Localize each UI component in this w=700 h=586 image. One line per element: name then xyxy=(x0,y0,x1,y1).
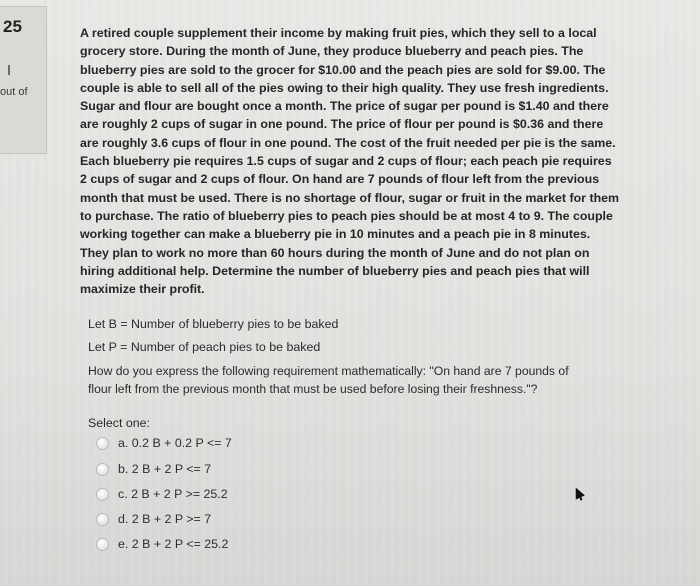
question-number: 25 xyxy=(3,17,22,36)
answer-option-label: e. 2 B + 2 P <= 25.2 xyxy=(118,537,229,551)
question-prompt: How do you express the following requirement mathematically: "On hand are 7 pounds of flour left from the previous month that must be used before losing their freshness."? xyxy=(88,364,569,396)
answer-option-a[interactable] xyxy=(96,436,232,450)
answer-option-label: d. 2 B + 2 P >= 7 xyxy=(118,512,212,526)
definition-blueberry: Let B = Number of blueberry pies to be baked xyxy=(88,317,339,331)
radio-button-icon[interactable] xyxy=(96,538,109,551)
answer-option-d[interactable] xyxy=(96,512,211,526)
question-text: A retired couple supplement their income by making fruit pies, which they sell to a local grocery store. During the month of June, they produce blueberry and peach pies. The blueberry pies are sold to the grocer for $10.00 and the peach pies are sold for $9.00. The couple is able to sell all of the pies owing to their high quality. They use fresh ingredients. Sugar and flour are bought once a month. The price of sugar per pound is $1.40 and there are roughly 2 cups of sugar in one pound. The price of flour per pound is $0.36 and there are roughly 3.6 cups of flour in one pound. The cost of the fruit needed per pie is the same. Each blueberry pie requires 1.5 cups of sugar and 2 cups of flour; each peach pie requires 2 cups of sugar and 2 cups of flour. On hand are 7 pounds of flour left from the previous month that must be used. There is no shortage of flour, sugar or fruit in the market for them to purchase. The ratio of blueberry pies to peach pies should be at most 4 to 9. The couple working together can make a blueberry pie in 10 minutes and a peach pie in 8 minutes. They plan to work no more than 60 hours during the month of June and do not plan on hiring additional help. Determine the number of blueberry pies and peach pies that will maximize their profit. xyxy=(80,26,620,297)
select-one-label: Select one: xyxy=(88,416,150,430)
question-info-box xyxy=(0,6,47,154)
answer-option-label: c. 2 B + 2 P >= 25.2 xyxy=(118,487,228,501)
answer-option-e[interactable] xyxy=(96,537,228,551)
answer-option-b[interactable] xyxy=(96,462,211,476)
answer-option-label: a. 0.2 B + 0.2 P <= 7 xyxy=(118,436,232,450)
marks-out-of-label: out of xyxy=(0,86,28,98)
radio-button-icon[interactable] xyxy=(96,437,109,450)
definition-peach: Let P = Number of peach pies to be baked xyxy=(88,340,321,354)
radio-button-icon[interactable] xyxy=(96,513,109,526)
radio-button-icon[interactable] xyxy=(96,488,109,501)
answer-option-c[interactable] xyxy=(96,487,228,501)
answer-option-label: b. 2 B + 2 P <= 7 xyxy=(118,462,212,476)
radio-button-icon[interactable] xyxy=(96,463,109,476)
flag-mark-icon xyxy=(8,65,14,75)
